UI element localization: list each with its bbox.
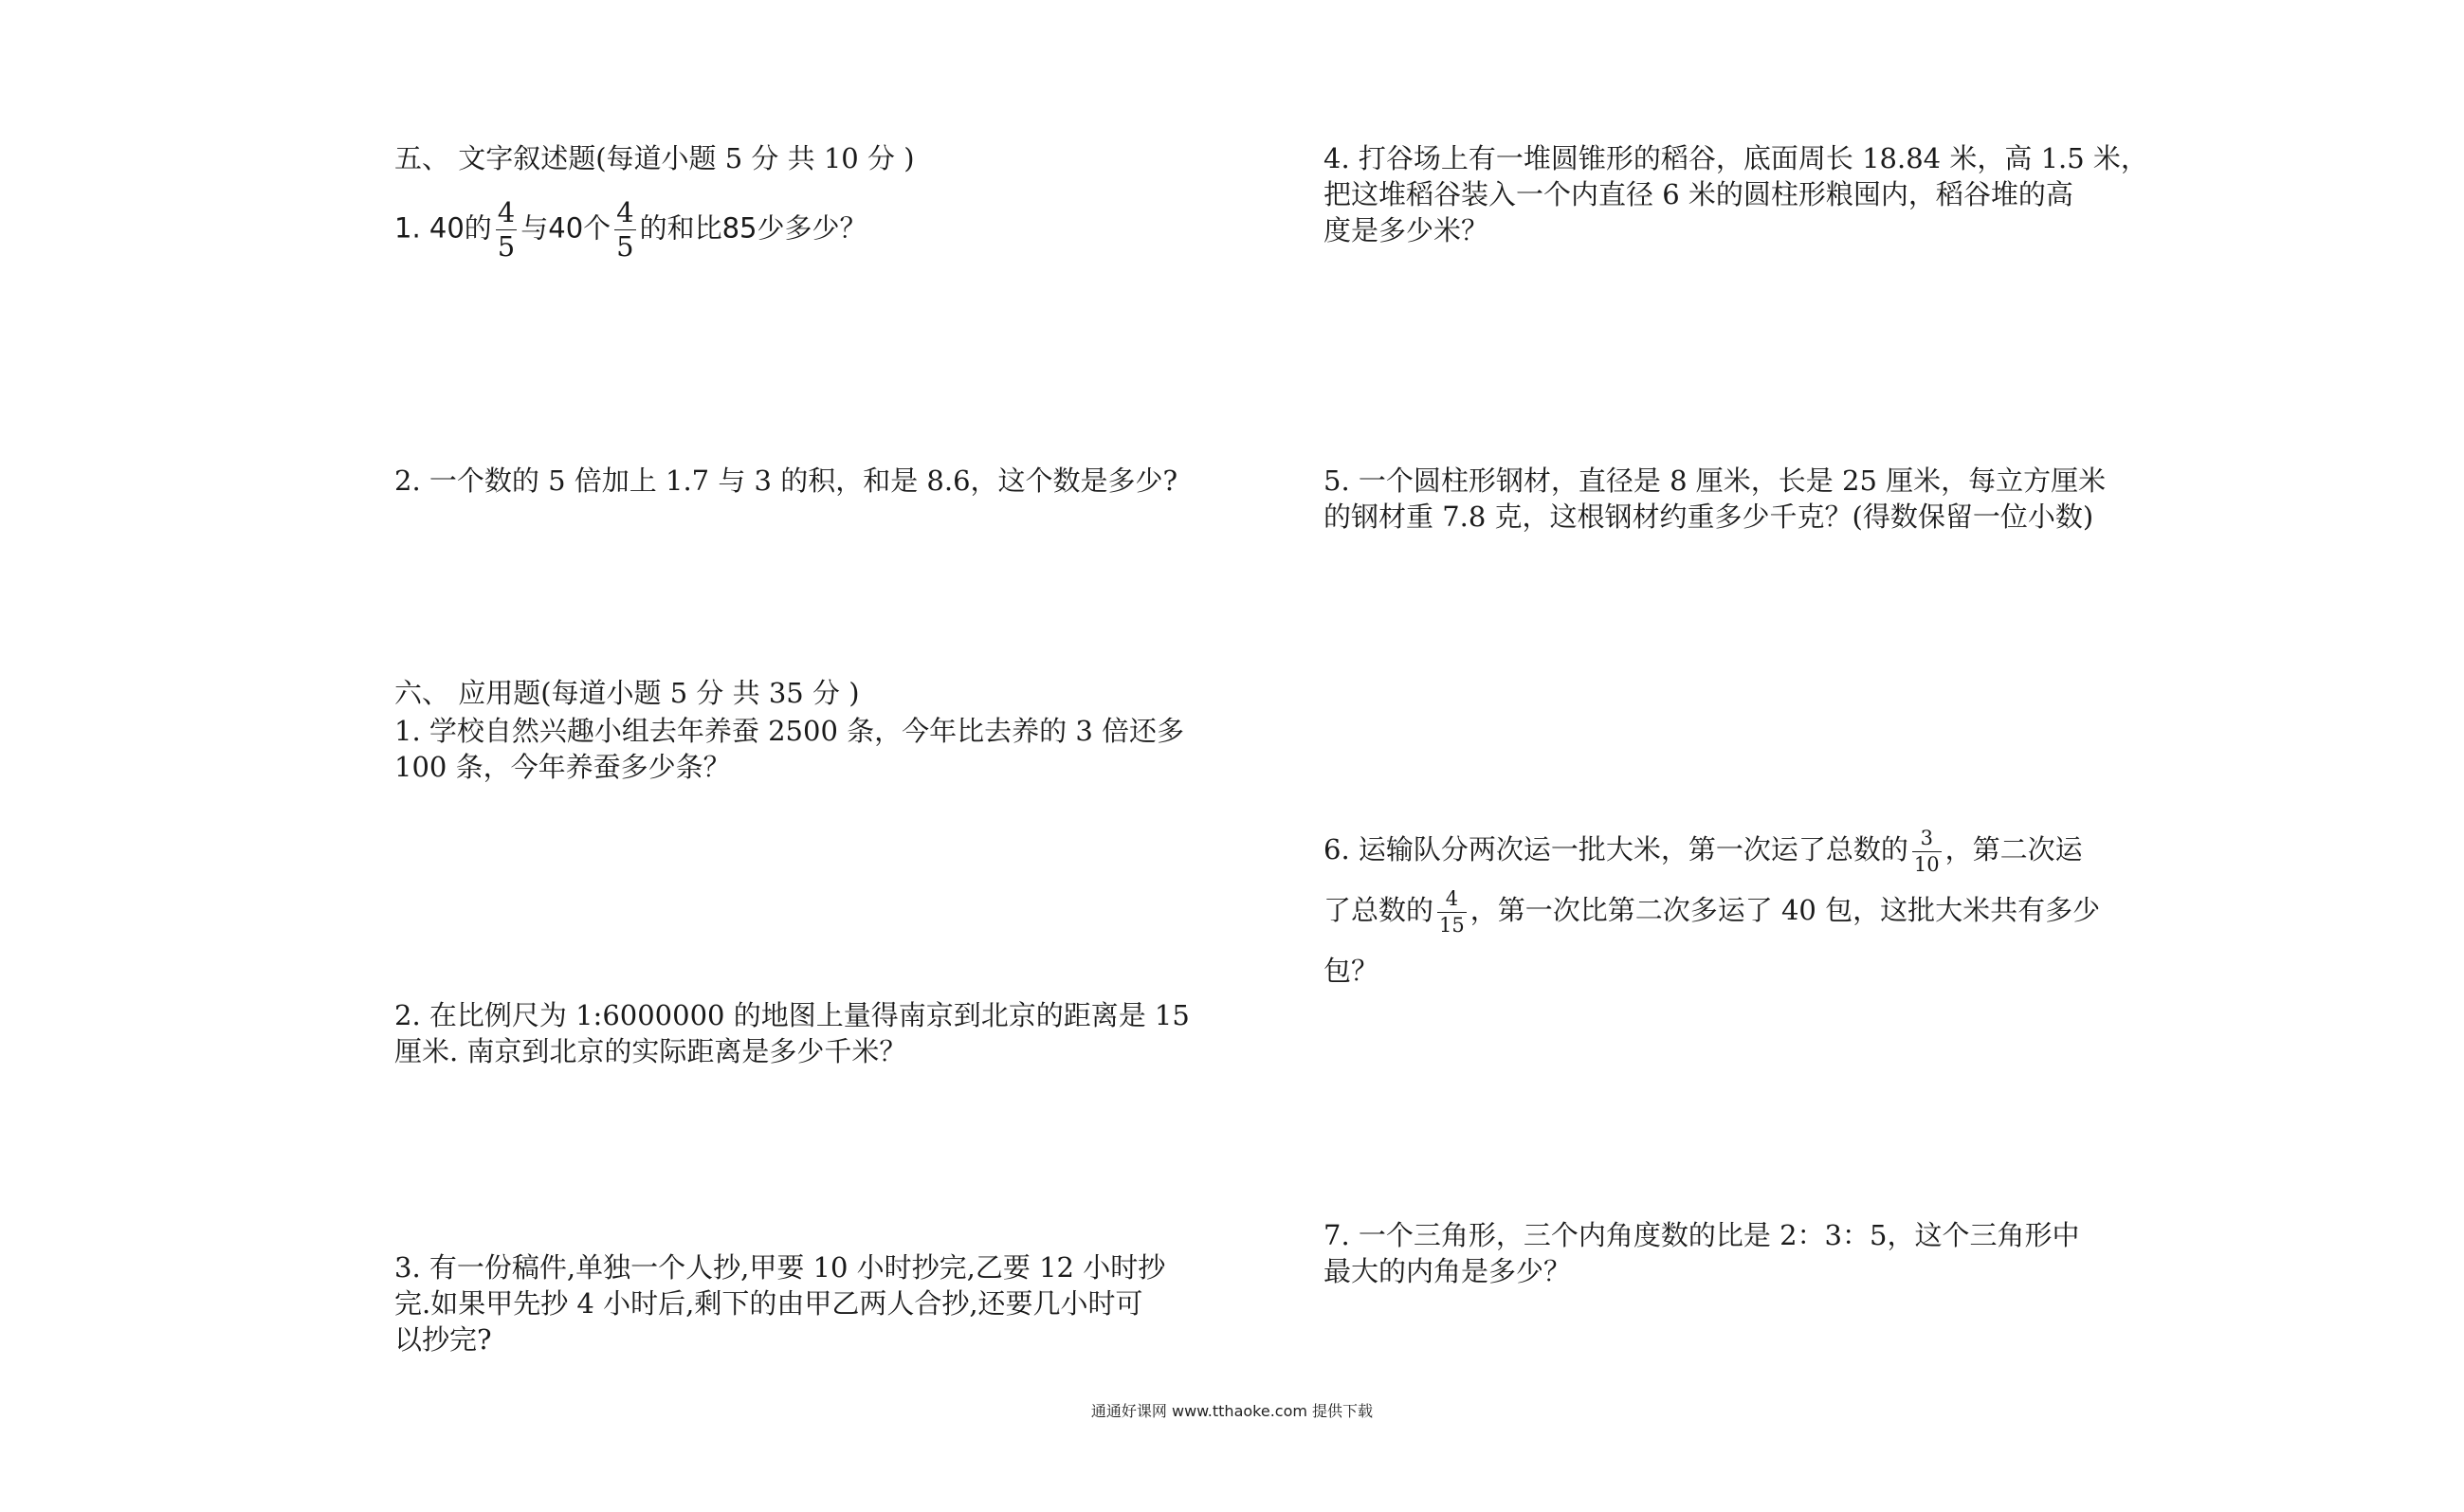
question-5-1: 1. 40的 $\frac{4}{5}$ 与40个 $\frac{4}{5}$ 的和比85少多少？ [394,196,867,263]
question-5-2: 2. 一个数的 5 倍加上 1.7 与 3 的积，和是 8.6，这个数是多少? [394,465,1178,497]
section-six-heading: 六、 应用题(每道小题 5 分 共 35 分 ) [394,677,860,709]
question-6-4: 4. 打谷场上有一堆圆锥形的稻谷，底面周长 18.84 米，高 1.5 米， 把这堆稻谷装入一个内直径 6 米的圆柱形粮囤内，稻谷堆的高 度是多少米？ [1323,142,2148,246]
question-6-1: 1. 学校自然兴趣小组去年养蚕 2500 条，今年比去养的 3 倍还多 100 条，今年养蚕多少条？ [394,715,1185,783]
fraction: $\frac{4}{5}$ [616,196,634,263]
fraction: $\frac{4}{5}$ [497,196,516,263]
question-6-5: 5. 一个圆柱形钢材，直径是 8 厘米，长是 25 厘米，每立方厘米 的钢材重 7.8 克，这根钢材约重多少千克？(得数保留一位小数) [1323,465,2107,533]
question-6-7: 7. 一个三角形，三个内角度数的比是 2：3：5，这个三角形中 最大的内角是多少？ [1323,1219,2080,1287]
question-6-2: 2. 在比例尺为 1:6000000 的地图上量得南京到北京的距离是 15 厘米. 南京到北京的实际距离是多少千米？ [394,999,1190,1067]
fraction: $\frac{3}{10}$ [1913,826,1940,876]
question-6-6: 6. 运输队分两次运一批大米，第一次运了总数的 $\frac{3}{10}$ ，第二次运 了总数的 $\frac{4}{15}$ ，第一次比第二次多运了 40 包，这批大米共有多少 包？ [1323,826,2101,987]
question-6-3: 3. 有一份稿件,单独一个人抄,甲要 10 小时抄完,乙要 12 小时抄 完.如果甲先抄 4 小时后,剩下的由甲乙两人合抄,还要几小时可 以抄完? [394,1251,1166,1356]
page-footer: 通通好课网 www.tthaoke.com 提供下载 [1090,1402,1374,1420]
fraction: $\frac{4}{15}$ [1439,886,1465,937]
section-five-heading: 五、 文字叙述题(每道小题 5 分 共 10 分 ) [394,142,915,174]
